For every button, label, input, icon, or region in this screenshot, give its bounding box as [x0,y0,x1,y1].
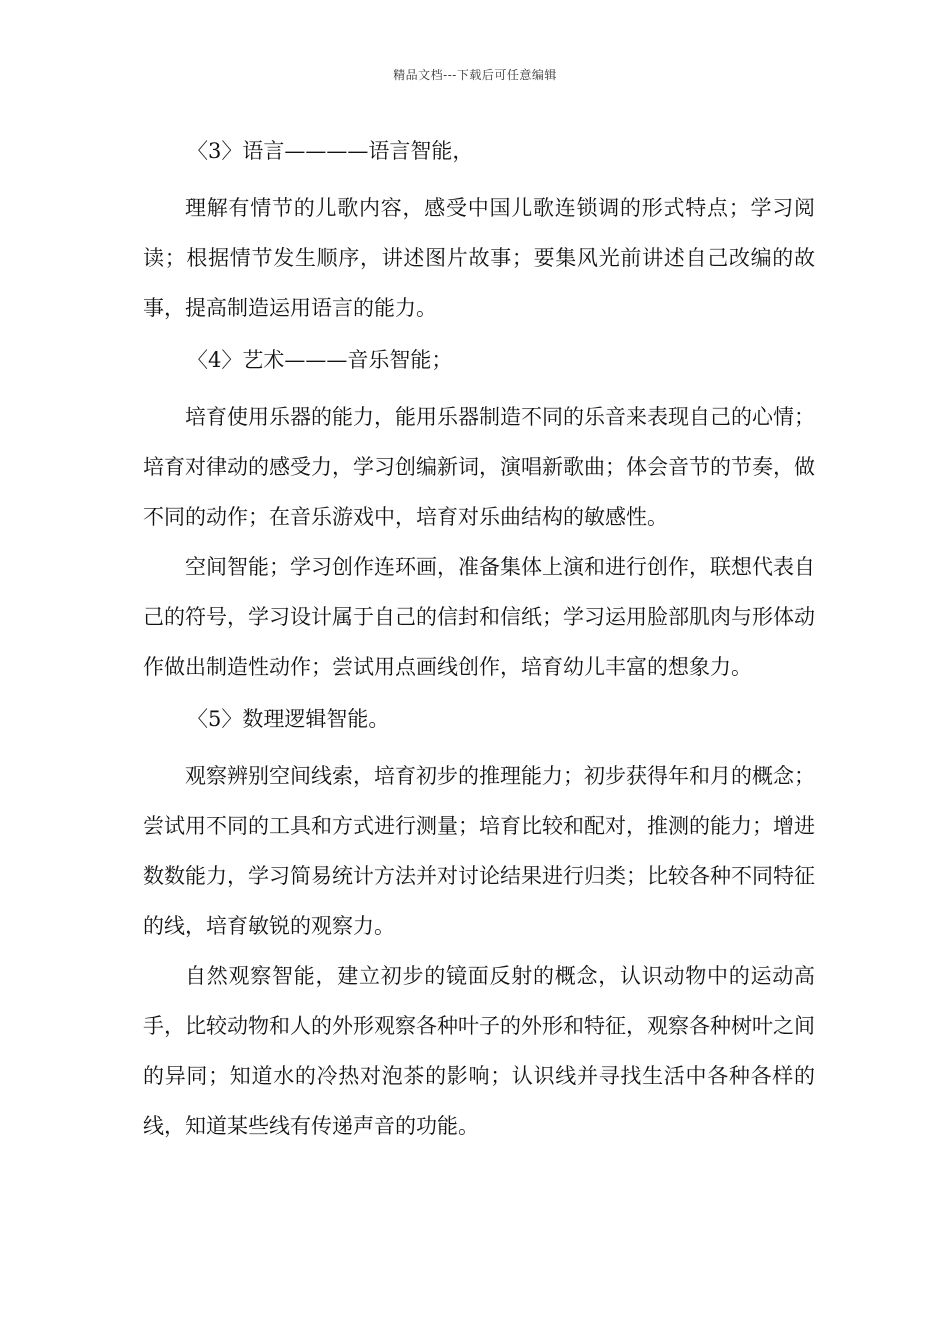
paragraph-logic: 观察辨别空间线索，培育初步的推理能力；初步获得年和月的概念；尝试用不同的工具和方式进行测量；培育比较和配对，推测的能力；增进数数能力，学习简易统计方法并对讨论结果进行归类；比较各种不同特征的线，培育敏锐的观察力。 [143,764,815,938]
paragraph-spatial: 空间智能；学习创作连环画，准备集体上演和进行创作，联想代表自己的符号，学习设计属于自己的信封和信纸；学习运用脸部肌肉与形体动作做出制造性动作；尝试用点画线创作，培育幼儿丰富的想象力。 [143,555,815,679]
section-heading-language: 〈3〉语言————语言智能， [187,139,474,163]
section-heading-art: 〈4〉艺术———音乐智能； [187,348,453,372]
section-heading-logic: 〈5〉数理逻辑智能。 [187,707,390,731]
document-body [143,134,815,1151]
paragraph-language: 理解有情节的儿歌内容，感受中国儿歌连锁调的形式特点；学习阅读；根据情节发生顺序，讲述图片故事；要集风光前讲述自己改编的故事，提高制造运用语言的能力。 [143,196,815,320]
paragraph-nature: 自然观察智能，建立初步的镜面反射的概念，认识动物中的运动高手，比较动物和人的外形观察各种叶子的外形和特征，观察各种树叶之间的异同；知道水的冷热对泡茶的影响；认识线并寻找生活中各种各样的线，知道某些线有传递声音的功能。 [143,964,815,1138]
page-header: 精品文档---下载后可任意编辑 [393,68,557,82]
paragraph-music: 培育使用乐器的能力，能用乐器制造不同的乐音来表现自己的心情；培育对律动的感受力，学习创编新词，演唱新歌曲；体会音节的节奏，做不同的动作；在音乐游戏中，培育对乐曲结构的敏感性。 [143,405,815,529]
